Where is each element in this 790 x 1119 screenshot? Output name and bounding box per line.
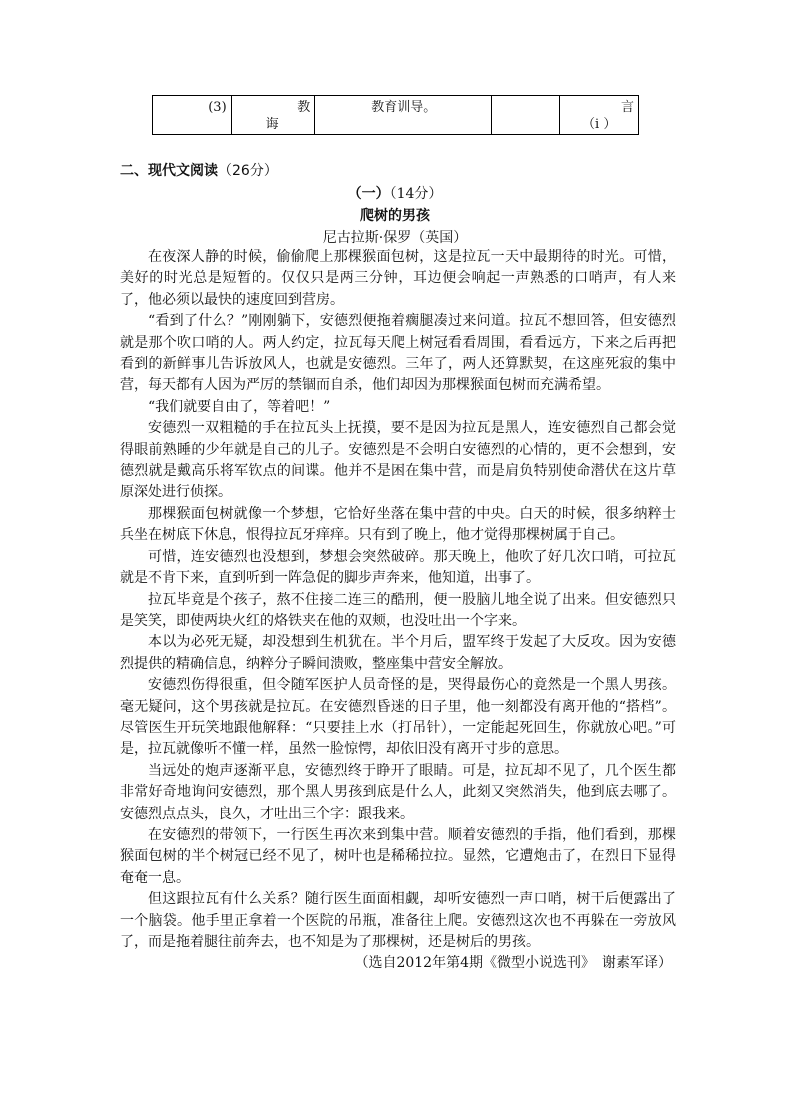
paragraph: 当远处的炮声逐渐平息，安德烈终于睁开了眼睛。可是，拉瓦却不见了，几个医生都非常好奇地询问安德烈，那个黑人男孩到底是什么人，此刻又突然消失，他到底去哪了。安德烈点点头，良久，才吐出三个字：跟我来。 <box>120 762 676 822</box>
section-title: 二、现代文阅读 <box>120 163 218 179</box>
paragraph: “看到了什么？”刚刚躺下，安德烈便拖着瘸腿凑过来问道。拉瓦不想回答，但安德烈就是那个吹口哨的人。两人约定，拉瓦每天爬上树冠看看周围，看看远方，下来之后再把看到的新鲜事儿告诉放风人，也就是安德烈。三年了，两人还算默契，在这座死寂的集中营，每天都有人因为严厉的禁锢而自杀，他们却因为那棵猴面包树而充满希望。 <box>120 313 676 394</box>
paragraph: 本以为必死无疑，却没想到生机犹在。半个月后，盟军终于发起了大反攻。因为安德烈提供的精确信息，纳粹分子瞬间溃败，整座集中营安全解放。 <box>120 634 676 672</box>
paragraph: 在安德烈的带领下，一行医生再次来到集中营。顺着安德烈的手指，他们看到，那棵猴面包树的半个树冠已经不见了，树叶也是稀稀拉拉。显然，它遭炮击了，在烈日下显得奄奄一息。 <box>120 826 676 886</box>
paragraph: “我们就要自由了，等着吧！” <box>148 398 331 415</box>
char-top: 言 <box>620 100 634 115</box>
story-title: 爬树的男孩 <box>360 208 430 224</box>
word-bottom: 诲 <box>265 117 279 132</box>
paragraph: 拉瓦毕竟是个孩子，熬不住接二连三的酷刑，便一股脑儿地全说了出来。但安德烈只是笑笑，即使两块火红的烙铁夹在他的双颊，也没吐出一个字来。 <box>120 591 676 629</box>
row-number: (3) <box>208 100 227 115</box>
subsection-points: （14分） <box>389 186 443 202</box>
paragraph: 安德烈伤得很重，但令随军医护人员奇怪的是，哭得最伤心的竟然是一个黑人男孩。毫无疑问，这个男孩就是拉瓦。在安德烈昏迷的日子里，他一刻都没有离开他的“搭档”。尽管医生开玩笑地跟他解释：“只要挂上水（打吊针），一定能起死回生，你就放心吧。”可是，拉瓦就像听不懂一样，虽然一脸惊愕，却依旧没有离开寸步的意思。 <box>120 677 676 758</box>
subsection-heading <box>0 183 790 203</box>
paragraph: 在夜深人静的时候，偷偷爬上那棵猴面包树，这是拉瓦一天中最期待的时光。可惜，美好的时光总是短暂的。仅仅只是两三分钟，耳边便会响起一声熟悉的口哨声，有人来了，他必须以最快的速度回到营房。 <box>120 249 676 308</box>
row-number-cell <box>153 96 232 135</box>
char-cell <box>560 96 639 135</box>
word-cell <box>231 96 315 135</box>
vocab-table <box>152 95 639 135</box>
source-citation: （选自2012年第4期《微型小说选刊》 谢素军译） <box>354 955 672 972</box>
paragraph: 但这跟拉瓦有什么关系？随行医生面面相觑，却听安德烈一声口哨，树干后便露出了一个脑袋。他手里正拿着一个医院的吊瓶，准备往上爬。安德烈这次也不再躲在一旁放风了，而是拖着腿往前奔去，也不知是为了那棵树，还是树后的男孩。 <box>120 891 676 950</box>
table-row <box>153 96 639 135</box>
story-author: 尼古拉斯·保罗（英国） <box>322 230 468 246</box>
section-points: （26分） <box>218 163 278 179</box>
paragraph: 可惜，连安德烈也没想到，梦想会突然破碎。那天晚上，他吹了好几次口哨，可拉瓦就是不肯下来，直到听到一阵急促的脚步声奔来，他知道，出事了。 <box>120 548 676 587</box>
subsection-label: （一） <box>347 186 390 202</box>
char-bottom: （i ） <box>582 117 617 132</box>
paragraph: 那棵猴面包树就像一个梦想，它恰好坐落在集中营的中央。白天的时候，很多纳粹士兵坐在树底下休息，恨得拉瓦牙痒痒。只有到了晚上，他才觉得那棵树属于自己。 <box>120 505 676 544</box>
blank-cell <box>492 96 560 135</box>
meaning-cell <box>315 96 492 135</box>
word-top: 教 <box>297 100 311 115</box>
section-heading <box>120 160 278 180</box>
story-body <box>120 247 676 975</box>
meaning-text: 教育训导。 <box>371 100 437 115</box>
paragraph: 安德烈一双粗糙的手在拉瓦头上抚摸，要不是因为拉瓦是黑人，连安德烈自己都会觉得眼前熟睡的少年就是自己的儿子。安德烈是不会明白安德烈的心情的，更不会想到，安德烈就是戴高乐将军钦点的间谍。他并不是困在集中营，而是肩负特别使命潜伏在这片草原深处进行侦探。 <box>120 420 676 501</box>
